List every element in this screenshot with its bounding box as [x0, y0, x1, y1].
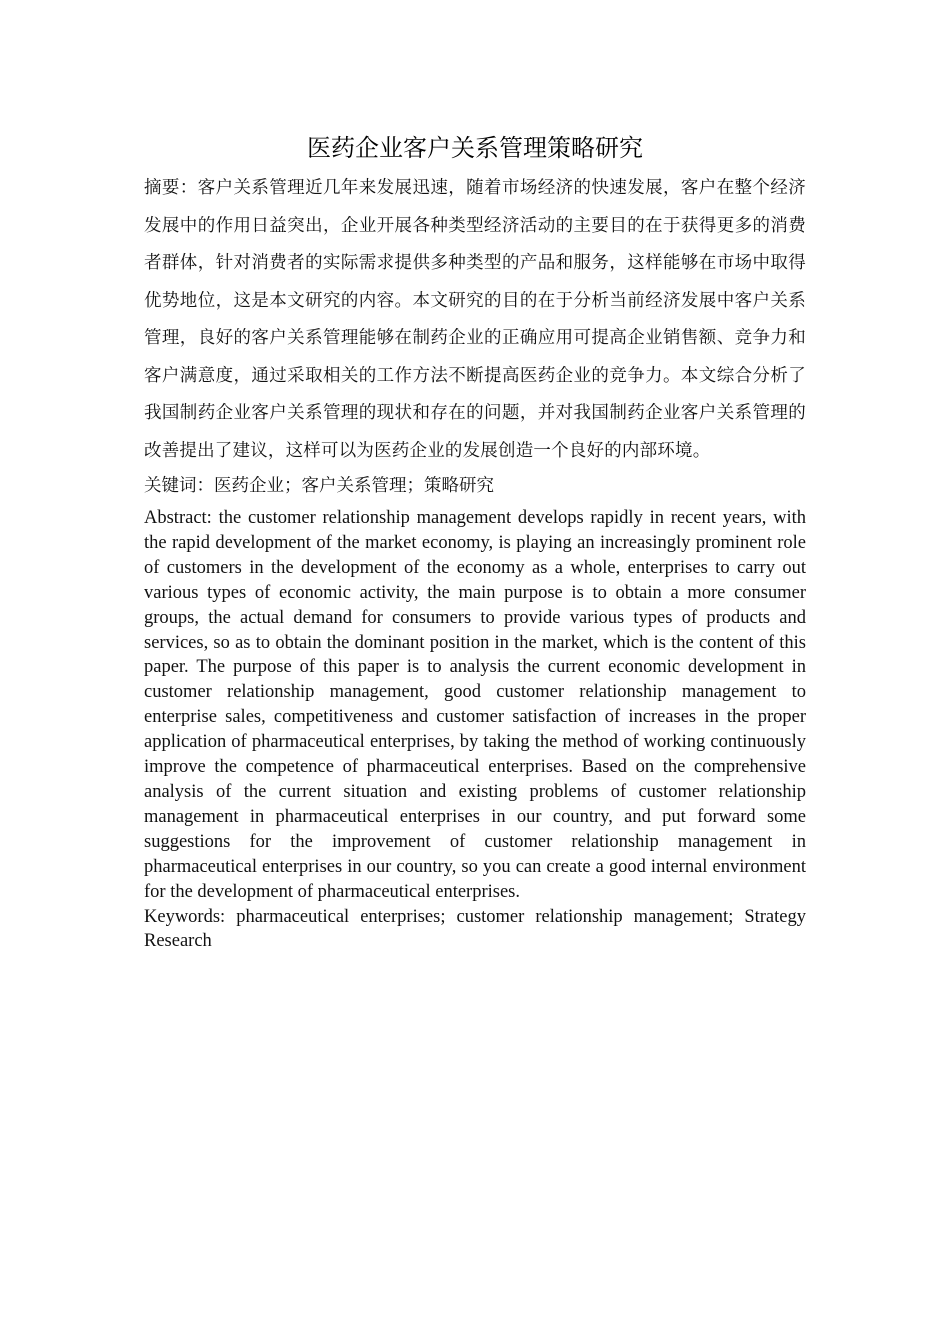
english-abstract: Abstract: the customer relationship management develops rapidly in recent years, with the rapid development of the market economy, is playing an increasingly prominent role of customers in the development of the economy as a whole, enterprises to carry out various types of economic activity, the main purpose is to obtain a more consumer groups, the actual demand for consumers to provide various types of products and services, so as to obtain the dominant position in the market, which is the content of this paper. The purpose of this paper is to analysis the current economic development in customer relationship management, good customer relationship management to enterprise sales, competitiveness and customer satisfaction of increases in the proper application of pharmaceutical enterprises, by taking the method of working continuously improve the competence of pharmaceutical enterprises. Based on the comprehensive analysis of the current situation and existing problems of customer relationship management in pharmaceutical enterprises in our country, and put forward some suggestions for the improvement of customer relationship management in pharmaceutical enterprises in our country, so you can create a good internal environment for the development of pharmaceutical enterprises.: [144, 508, 806, 902]
paper-title: 医药企业客户关系管理策略研究: [307, 134, 643, 162]
chinese-keywords: 关键词：医药企业；客户关系管理；策略研究: [144, 476, 494, 496]
chinese-abstract: 摘要：客户关系管理近几年来发展迅速，随着市场经济的快速发展，客户在整个经济发展中的作用日益突出，企业开展各种类型经济活动的主要目的在于获得更多的消费者群体，针对消费者的实际需求提供多种类型的产品和服务，这样能够在市场中取得优势地位，这是本文研究的内容。本文研究的目的在于分析当前经济发展中客户关系管理，良好的客户关系管理能够在制药企业的正确应用可提高企业销售额、竞争力和客户满意度，通过采取相关的工作方法不断提高医药企业的竞争力。本文综合分析了我国制药企业客户关系管理的现状和存在的问题，并对我国制药企业客户关系管理的改善提出了建议，这样可以为医药企业的发展创造一个良好的内部环境。: [144, 178, 806, 461]
english-keywords: Keywords: pharmaceutical enterprises; customer relationship management; Strategy Research: [144, 906, 806, 952]
document-page: [144, 128, 806, 954]
